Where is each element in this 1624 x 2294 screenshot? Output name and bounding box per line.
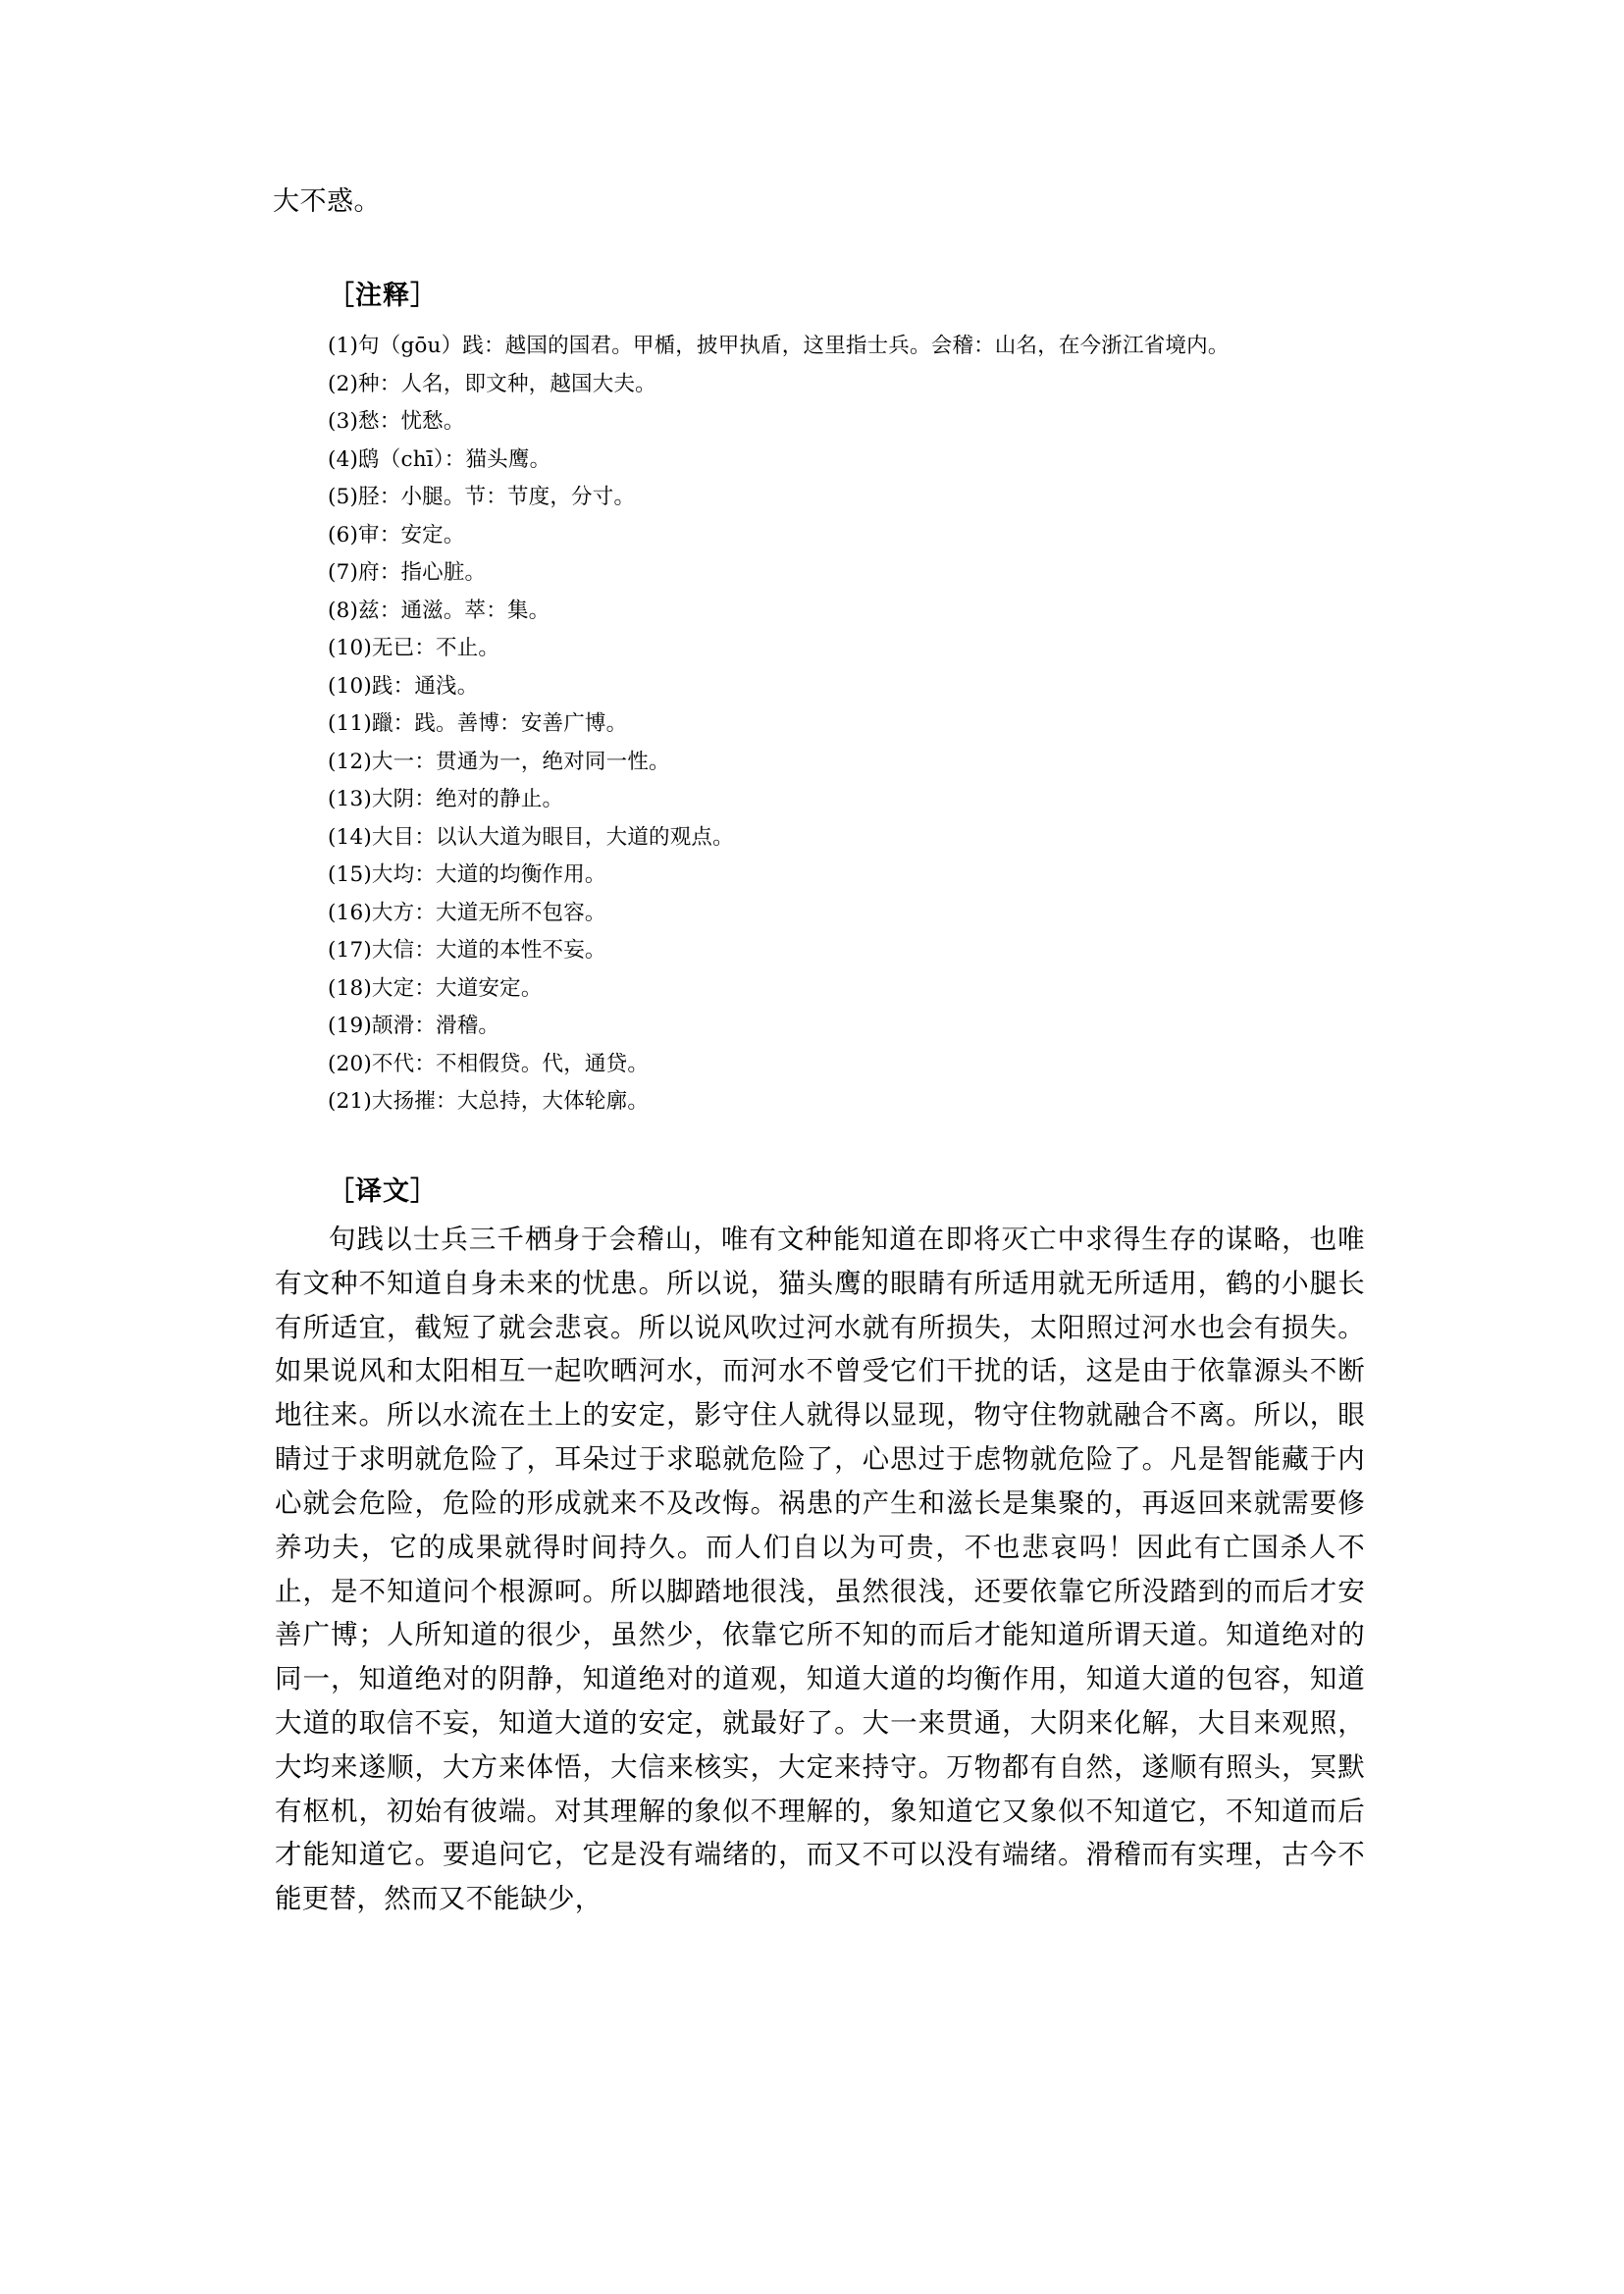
list-item: (12)大一：贯通为一，绝对同一性。 — [328, 749, 670, 774]
list-item: (8)兹：通滋。萃：集。 — [328, 598, 550, 623]
list-item: (19)颉滑：滑稽。 — [328, 1014, 500, 1038]
list-item: (16)大方：大道无所不包容。 — [328, 900, 606, 925]
list-item: (15)大均：大道的均衡作用。 — [328, 862, 606, 887]
notes-heading: ［注释］ — [328, 280, 438, 311]
translation-body: 句践以士兵三千栖身于会稽山，唯有文种能知道在即将灭亡中求得生存的谋略，也唯有文种不知道自身未来的忧患。所以说，猫头鹰的眼睛有所适用就无所适用，鹤的小腿长有所适宜，截短了就会悲哀。所以说风吹过河水就有所损失，太阳照过河水也会有损失。如果说风和太阳相互一起吹晒河水，而河水不曾受它们干扰的话，这是由于依靠源头不断地往来。所以水流在土上的安定，影守住人就得以显现，物守住物就融合不离。所以，眼睛过于求明就危险了，耳朵过于求聪就危险了，心思过于虑物就危险了。凡是智能藏于内心就会危险，危险的形成就来不及改悔。祸患的产生和滋长是集聚的，再返回来就需要修养功夫，它的成果就得时间持久。而人们自以为可贵，不也悲哀吗！因此有亡国杀人不止，是不知道问个根源呵。所以脚踏地很浅，虽然很浅，还要依靠它所没踏到的而后才安善广博；人所知道的很少，虽然少，依靠它所不知的而后才能知道所谓天道。知道绝对的同一，知道绝对的阴静，知道绝对的道观，知道大道的均衡作用，知道大道的包容，知道大道的取信不妄，知道大道的安定，就最好了。大一来贯通，大阴来化解，大目来观照，大均来遂顺，大方来体悟，大信来核实，大定来持守。万物都有自然，遂顺有照头，冥默有枢机，初始有彼端。对其理解的象似不理解的，象知道它又象似不知道它，不知道而后才能知道它。要追问它，它是没有端绪的，而又不可以没有端绪。滑稽而有实理，古今不能更替，然而又不能缺少， — [275, 1224, 1365, 1915]
list-item: (3)愁：忧愁。 — [328, 409, 465, 434]
list-item: (5)胫：小腿。节：节度，分寸。 — [328, 485, 636, 509]
list-item: (4)鸱（chī）：猫头鹰。 — [328, 446, 551, 472]
list-item: (10)践：通浅。 — [328, 673, 479, 699]
list-item: (17)大信：大道的本性不妄。 — [328, 938, 606, 963]
list-item: (18)大定：大道安定。 — [328, 975, 543, 1001]
list-item: (20)不代：不相假贷。代，通贷。 — [328, 1051, 650, 1076]
list-item: (7)府：指心脏。 — [328, 560, 487, 585]
list-item: (11)躐：践。善博：安善广博。 — [328, 711, 628, 736]
list-item: (2)种：人名，即文种，越国大夫。 — [328, 371, 656, 396]
list-item: (14)大目：以认大道为眼目，大道的观点。 — [328, 824, 734, 850]
list-item: (10)无已：不止。 — [328, 636, 500, 660]
lead-line: 大不惑。 — [273, 186, 381, 217]
list-item: (1)句（gōu）践：越国的国君。甲楯，披甲执盾，这里指士兵。会稽：山名，在今浙江省境内。 — [328, 334, 1230, 358]
list-item: (13)大阴：绝对的静止。 — [328, 787, 564, 811]
list-item: (6)审：安定。 — [328, 522, 465, 547]
translation-heading: ［译文］ — [328, 1176, 438, 1207]
list-item: (21)大扬摧：大总持，大体轮廓。 — [328, 1089, 650, 1114]
notes-list — [328, 328, 1367, 1121]
page-content — [273, 182, 1367, 1921]
